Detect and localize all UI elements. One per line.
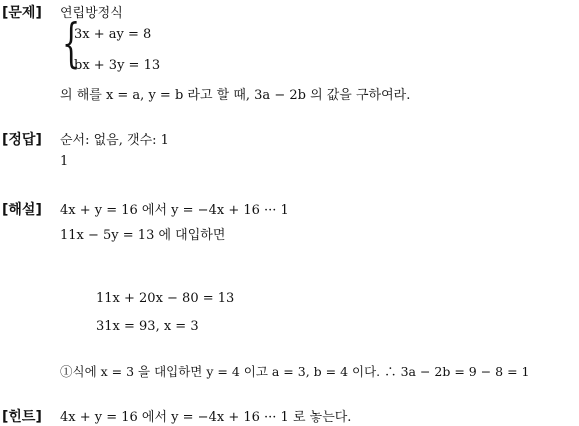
system-brace: { [62, 14, 81, 74]
solution-line-5: ①식에 x = 3 을 대입하면 y = 4 이고 a = 3, b = 4 이다. ∴ 3a − 2b = 9 − 8 = 1 [60, 364, 530, 379]
answer-meta: 순서: 없음, 갯수: 1 [60, 133, 169, 148]
equation-2: bx + 3y = 13 [74, 58, 161, 73]
solution-line-3: 11x + 20x − 80 = 13 [96, 291, 235, 306]
solution-line-2: 11x − 5y = 13 에 대입하면 [60, 228, 226, 243]
problem-question: 의 해를 x = a, y = b 라고 할 때, 3a − 2b 의 값을 구하여라. [60, 88, 411, 103]
answer-label: [정답] [2, 132, 42, 148]
hint-line-1: 4x + y = 16 에서 y = −4x + 16 ··· 1 로 놓는다. [60, 410, 352, 425]
solution-line-1: 4x + y = 16 에서 y = −4x + 16 ··· 1 [60, 203, 289, 218]
problem-intro: 연립방정식 [60, 6, 123, 21]
hint-label: [힌트] [2, 409, 42, 425]
solution-line-4: 31x = 93, x = 3 [96, 319, 199, 334]
problem-label: [문제] [2, 5, 42, 21]
equation-1: 3x + ay = 8 [74, 27, 152, 42]
solution-label: [해설] [2, 202, 42, 218]
answer-value: 1 [60, 154, 69, 169]
